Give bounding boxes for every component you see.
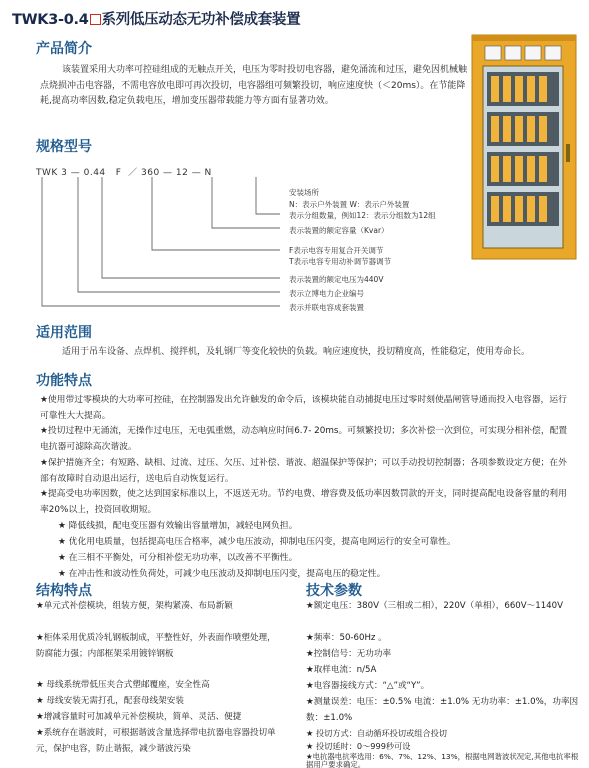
legend-5: F表示电容专用复合开关调节 (289, 246, 384, 255)
tech-item-9: ★电抗器电抗率选用：6%、7%、12%、13%，根据电网谐波状况定,其他电抗率根据用户要求确定。 (306, 752, 579, 768)
leg-line-7 (102, 177, 280, 278)
structure-item-1: ★单元式补偿模块，组装方便，架构紧凑、布局新颖 (36, 601, 233, 611)
feature-item-8: ★ 在冲击性和波动性负荷处，可减少电压波动及抑制电压闪变，提高电压的稳定性。 (58, 569, 386, 579)
tech-item-1: ★额定电压：380V（三相或二相），220V（单相），660V～1140V (306, 601, 563, 611)
structure-item-5: ★增减容量时可加减单元补偿模块，简单、灵活、便捷 (36, 712, 242, 722)
intro-heading: 产品简介 (36, 41, 92, 57)
feature-item-6: ★ 优化用电质量，包括提高电压合格率，减少电压波动，抑制电压闪变，提高电网运行的安全可靠性。 (58, 537, 456, 547)
structure-item-4: ★ 母线安装无需打孔，配套母线架安装 (36, 696, 184, 706)
meter-4 (545, 46, 561, 60)
cabinet-handle (566, 144, 570, 162)
legend-1: 安装场所 (289, 188, 319, 197)
tech-item-5: ★电容器接线方式：“△”或“Y”。 (306, 681, 430, 691)
features-heading: 功能特点 (36, 373, 92, 389)
feature-item-7: ★ 在三相不平衡处，可分相补偿无功功率，以改善不平衡性。 (58, 553, 298, 563)
tech-item-7: ★ 投切方式：自动循环投切或组合投切 (306, 728, 447, 738)
tech-item-2: ★频率：50-60Hz 。 (306, 633, 387, 643)
model-diagram (30, 172, 280, 317)
page-title (12, 8, 300, 29)
meter-1 (485, 46, 501, 60)
leg-line-3 (256, 177, 280, 214)
tech-heading: 技术参数 (306, 583, 362, 599)
structure-item-2: ★柜体采用优质冷轧钢板制成，平整性好，外表面作喷塑处理，防腐能力强；内部框架采用镀锌钢板 (36, 633, 276, 659)
feature-item-5: ★ 降低线损，配电变压器有效输出容量增加，减轻电网负担。 (58, 521, 298, 531)
leg-line-5 (152, 177, 280, 250)
cabinet-image (471, 34, 579, 262)
structure-item-3: ★ 母线系统带低压夹合式塑邮覆座，安全性高 (36, 680, 210, 690)
intro-text: 该装置采用大功率可控硅组成的无触点开关，电压为零时投切电容器，避免涌流和过压，避免因机械触点烧损冲击电容器，不需电容放电即可再次投切，电容器组可频繁投切，响应速度快（＜20ms）。在节能降耗,提高功率因数,稳定负载电压，增加变压器带载能力等方面有显著功效。 (40, 65, 468, 106)
feature-item-1: ★使用带过零模块的大功率可控硅，在控制器发出允许触发的命令后，该模块能自动捕捉电压过零时刻使晶闸管导通而投入电容器，运行可靠性大大提高。 (40, 395, 567, 421)
legend-3: 表示分组数量，例如12：表示分组数为12组 (289, 211, 436, 220)
legend-6: T表示电容专用动补调节器调节 (289, 257, 392, 266)
structure-heading: 结构特点 (36, 583, 92, 599)
title-text: 系列低压动态无功补偿成套装置 (101, 12, 301, 28)
title-box (90, 14, 101, 25)
meter-3 (525, 46, 541, 60)
feature-item-2: ★投切过程中无涌流，无操作过电压，无电弧重燃，动态响应时间6.7- 20ms。可频繁投切；多次补偿一次到位，可实现分相补偿，配置电抗器可滤除高次谐波。 (40, 426, 568, 452)
structure-item-6: ★系统存在谐波时，可根据谐波含量选择带电抗器电容器投切单元，保护电容，防止谐振，减少谐波污染 (36, 728, 276, 754)
tech-item-4: ★取样电流：n/5A (306, 665, 377, 675)
leg-line-8 (78, 177, 280, 292)
legend-9: 表示并联电容成套装置 (289, 303, 364, 312)
legend-4: 表示装置的额定容量（Kvar） (289, 226, 389, 235)
title-model: TWK3-0.4 (12, 12, 89, 28)
legend-7: 表示装置的额定电压为440V (289, 275, 384, 284)
tech-item-6: ★测量误差：电压：±0.5% 电流：±1.0% 无功功率：±1.0%，功率因数：±1.0% (306, 697, 579, 723)
feature-item-3: ★保护措施齐全；有短路、缺相、过流、过压、欠压、过补偿、谐波、超温保护等保护；可以手动投切控制器；各项参数设定方便；在外部有故障时自动退出运行，送电后自动恢复运行。 (40, 458, 567, 484)
tech-item-3: ★控制信号：无功功率 (306, 649, 392, 659)
scope-heading: 适用范围 (36, 325, 92, 341)
feature-item-4: ★提高受电功率因数，使之达到国家标准以上，不返送无功。节约电费、增容费及低功率因数罚款的开支，同时提高配电设备容量的利用率20%以上，投资回收期短。 (40, 489, 567, 515)
meter-2 (505, 46, 521, 60)
legend-2: N：表示户外装置 W：表示户外装置 (289, 200, 410, 209)
tech-item-8: ★ 投切延时：0～999秒可设 (306, 741, 411, 751)
leg-line-4 (212, 177, 280, 228)
model-heading: 规格型号 (36, 139, 92, 155)
scope-text: 适用于吊车设备、点焊机、搅拌机，及轧钢厂等变化较快的负载。响应速度快，投切精度高，性能稳定，使用寿命长。 (62, 347, 531, 357)
model-code: TWK 3 — 0.44 F ／ 360 — 12 — N (36, 168, 212, 178)
legend-8: 表示立博电力企业编号 (289, 289, 364, 298)
